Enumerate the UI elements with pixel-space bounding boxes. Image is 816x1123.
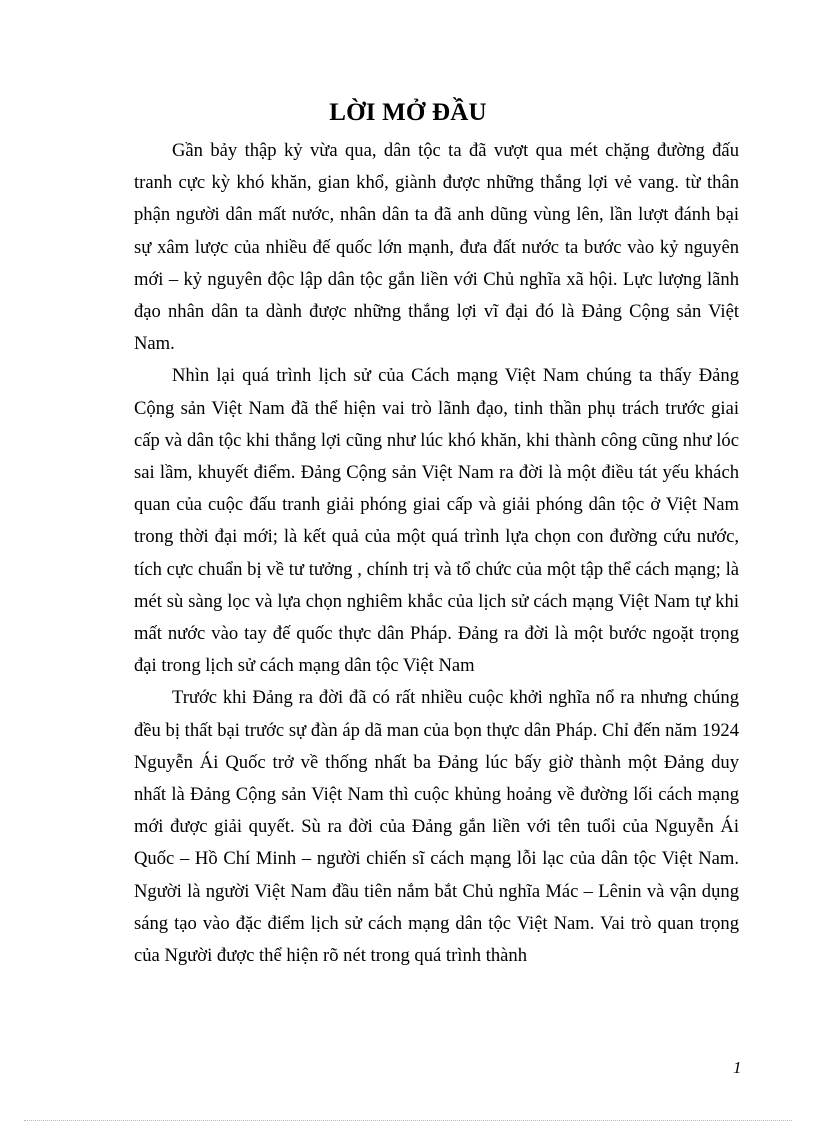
paragraph-3: Trước khi Đảng ra đời đã có rất nhiều cuộc khởi nghĩa nổ ra nhưng chúng đều bị thất bại trước sự đàn áp dã man của bọn thực dân Pháp. Chỉ đến năm 1924 Nguyễn Ái Quốc trở về thống nhất ba Đảng lúc bấy giờ thành một Đảng duy nhất là Đảng Cộng sản Việt Nam thì cuộc khủng hoảng về đường lối cách mạng mới được giải quyết. Sù ra đời của Đảng gắn liền với tên tuổi của Nguyễn Ái Quốc – Hồ Chí Minh – người chiến sĩ cách mạng lỗi lạc của dân tộc Việt Nam. Người là người Việt Nam đầu tiên nắm bắt Chủ nghĩa Mác – Lênin và vận dụng sáng tạo vào đặc điểm lịch sử cách mạng dân tộc Việt Nam. Vai trò quan trọng của Người được thể hiện rõ nét trong quá trình thành <box>134 687 739 967</box>
document-body <box>134 135 739 972</box>
paragraph-2: Nhìn lại quá trình lịch sử của Cách mạng Việt Nam chúng ta thấy Đảng Cộng sản Việt Nam đã thể hiện vai trò lãnh đạo, tinh thần phụ trách trước giai cấp và dân tộc khi thắng lợi cũng như lúc khó khăn, khi thành công cũng như lóc sai lầm, khuyết điểm. Đảng Cộng sản Việt Nam ra đời là một điều tát yếu khách quan của cuộc đấu tranh giải phóng giai cấp và giải phóng dân tộc ở Việt Nam trong thời đại mới; là kết quả của một quá trình lựa chọn con đường cứu nước, tích cực chuẩn bị về tư tưởng , chính trị và tổ chức của một tập thể cách mạng; là mét sù sàng lọc và lựa chọn nghiêm khắc của lịch sử cách mạng Việt Nam tự khi mất nước vào tay đế quốc thực dân Pháp. Đảng ra đời là một bước ngoặt trọng đại trong lịch sử cách mạng dân tộc Việt Nam <box>134 365 739 677</box>
page-title: LỜI MỞ ĐẦU <box>329 99 487 126</box>
page-number: 1 <box>733 1058 742 1077</box>
page-border-divider <box>24 1120 792 1121</box>
paragraph-1: Gần bảy thập kỷ vừa qua, dân tộc ta đã vượt qua mét chặng đường đấu tranh cực kỳ khó khăn, gian khổ, giành được những thắng lợi vẻ vang. từ thân phận người dân mất nước, nhân dân ta đã anh dũng vùng lên, lần lượt đánh bại sự xâm lược của nhiều đế quốc lớn mạnh, đưa đất nước ta bước vào kỷ nguyên mới – kỷ nguyên độc lập dân tộc gắn liền với Chủ nghĩa xã hội. Lực lượng lãnh đạo nhân dân ta dành được những thắng lợi vĩ đại đó là Đảng Cộng sản Việt Nam. <box>134 140 739 355</box>
